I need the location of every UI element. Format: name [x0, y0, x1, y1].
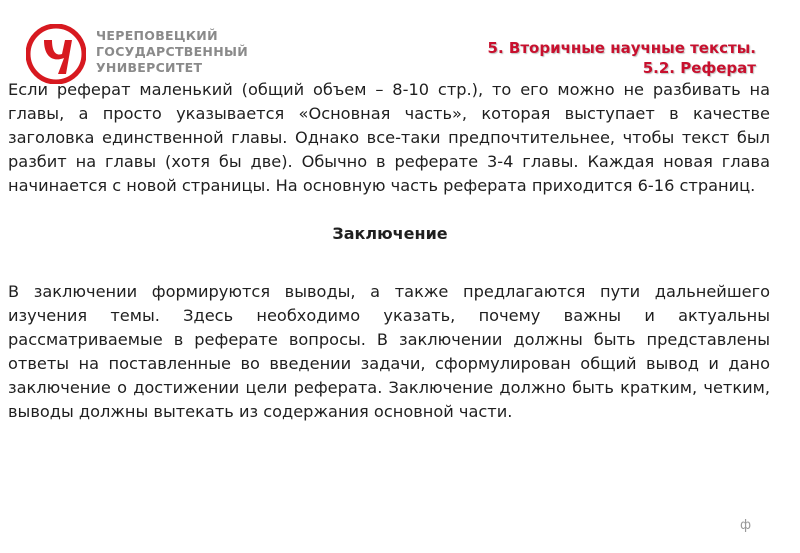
section-title: 5. Вторичные научные тексты.: [487, 39, 756, 57]
university-logo-icon: [26, 24, 86, 84]
slide-header: [488, 38, 756, 78]
university-name: [96, 28, 248, 76]
university-name-line2: ГОСУДАРСТВЕННЫЙ: [96, 44, 248, 59]
footer-mark: ф: [740, 518, 752, 533]
section-heading-conclusion: Заключение: [332, 224, 448, 243]
subsection-title: 5.2. Реферат: [642, 59, 756, 77]
paragraph-conclusion: В заключении формируются выводы, а также предлагаются пути дальнейшего изучения темы. Здесь необходимо указать, почему важны и актуальны рассматриваемые в реферате вопросы. В заключении должны быть представлены ответы на поставленные во введении задачи, сформулирован общий вывод и дано заключение о достижении цели реферата. Заключение должно быть кратким, четким, выводы должны вытекать из содержания основной части.: [8, 282, 770, 421]
university-name-line3: УНИВЕРСИТЕТ: [96, 60, 203, 75]
paragraph-main-part: Если реферат маленький (общий объем – 8-10 стр.), то его можно не разбивать на главы, а просто указывается «Основная часть», которая выступает в качестве заголовка единственной главы. Однако все-таки предпочтительнее, чтобы текст был разбит на главы (хотя бы две). Обычно в реферате 3-4 главы. Каждая новая глава начинается с новой страницы. На основную часть реферата приходится 6-16 страниц.: [8, 80, 770, 195]
university-name-line1: ЧЕРЕПОВЕЦКИЙ: [96, 28, 218, 43]
